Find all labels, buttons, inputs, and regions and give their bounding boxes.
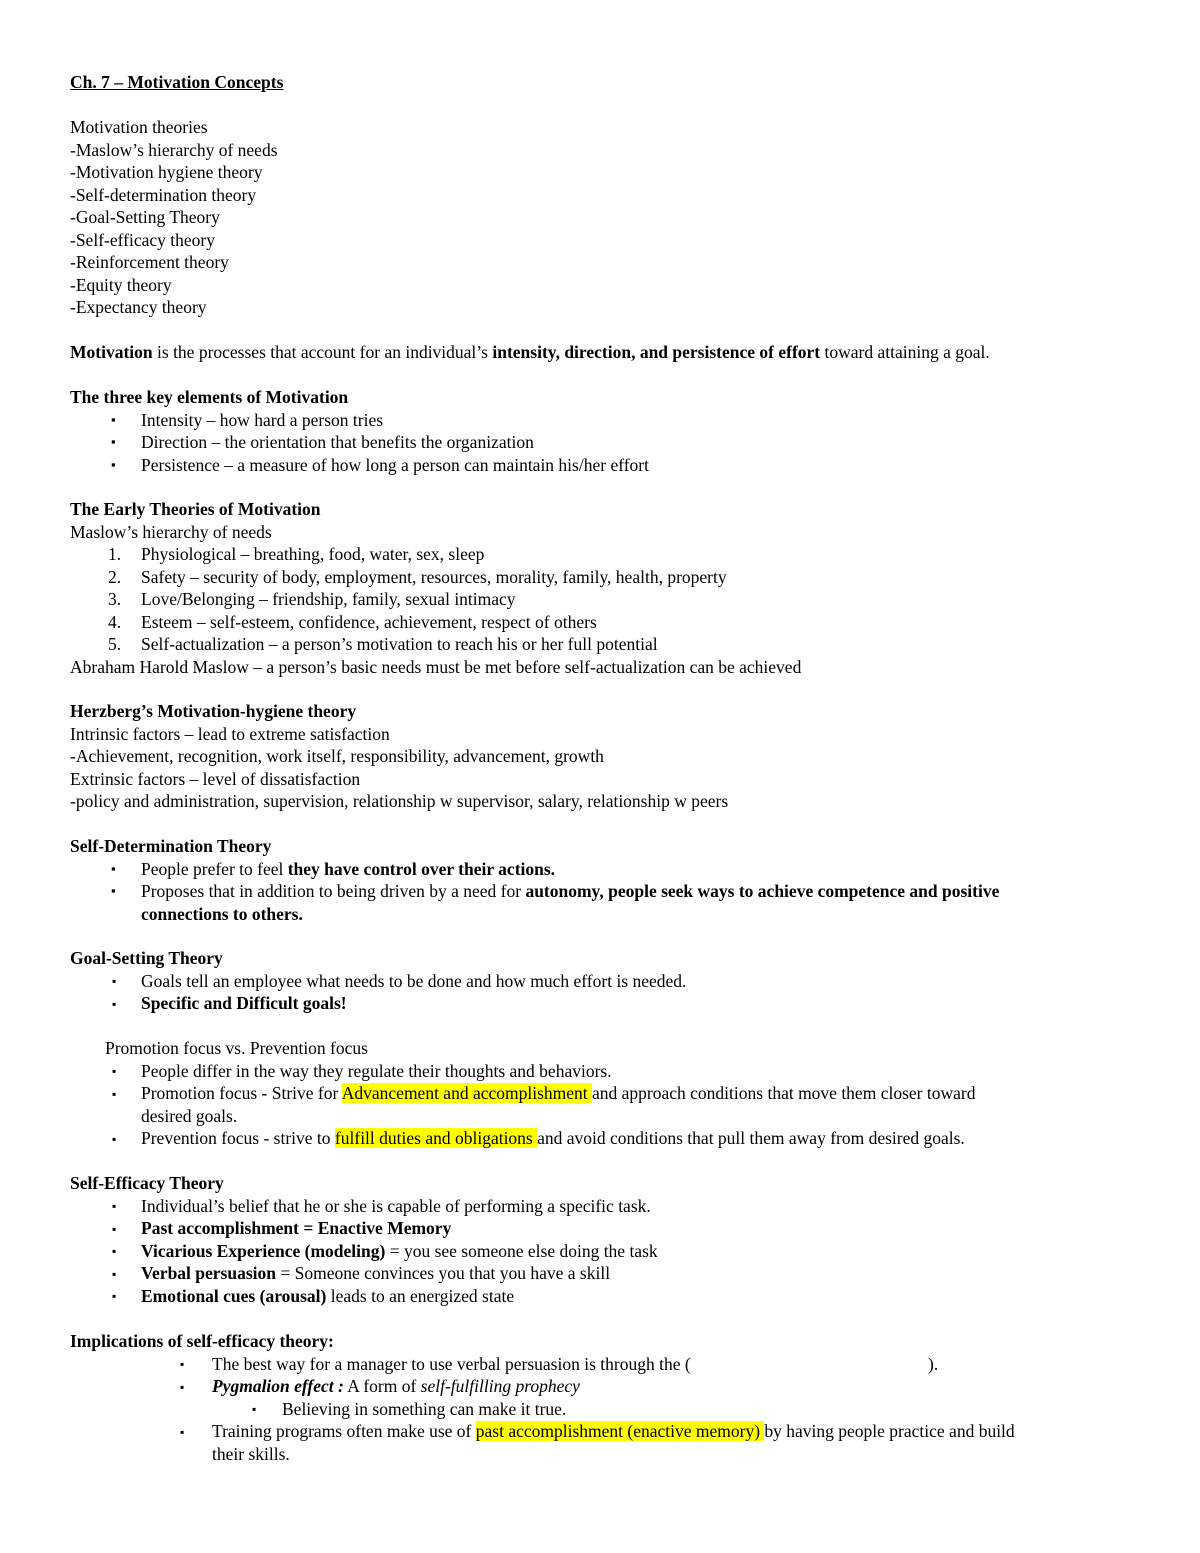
self-efficacy-item — [141, 1285, 514, 1308]
sdt-item-text: Proposes that in addition to being driven by a need for — [141, 881, 526, 901]
theory-item: -Reinforcement theory — [70, 252, 229, 272]
focus-item-text: Promotion focus - Strive for — [141, 1083, 342, 1103]
focus-item — [141, 1127, 965, 1150]
theory-item: -Expectancy theory — [70, 297, 207, 317]
maslow-item: Esteem – self-esteem, confidence, achievement, respect of others — [141, 611, 597, 632]
theories-heading: Motivation theories — [70, 117, 208, 137]
maslow-item: Safety – security of body, employment, resources, morality, family, health, property — [141, 566, 727, 587]
theory-item: -Equity theory — [70, 274, 172, 295]
self-efficacy-text: = Someone convinces you that you have a skill — [280, 1263, 611, 1283]
sdt-heading: Self-Determination Theory — [70, 836, 272, 856]
definition-text: is the processes that account for an individual’s — [152, 342, 493, 362]
implications-item: The best way for a manager to use verbal persuasion is through the ( — [212, 1353, 691, 1374]
self-efficacy-bold: Verbal persuasion — [141, 1263, 281, 1283]
sdt-item-text: People prefer to feel — [141, 858, 288, 879]
theory-item: -Goal-Setting Theory — [70, 207, 220, 227]
maslow-subheading: Maslow’s hierarchy of needs — [70, 521, 272, 542]
highlighted-text: past accomplishment (enactive memory) — [475, 1421, 765, 1441]
self-efficacy-item: Past accomplishment = Enactive Memory — [141, 1218, 452, 1238]
sdt-item — [141, 858, 555, 881]
bullet-icon: ▪ — [112, 1244, 117, 1258]
self-efficacy-text: leads to an energized state — [326, 1285, 515, 1306]
bullet-icon: ▪ — [112, 996, 117, 1011]
bullet-icon: ▪ — [112, 1086, 117, 1101]
goal-setting-heading: Goal-Setting Theory — [70, 948, 223, 968]
sdt-item-bold: they have control over their actions. — [287, 858, 556, 879]
self-efficacy-item — [141, 1262, 610, 1285]
focus-item-text: and approach conditions that move them closer toward — [592, 1083, 976, 1103]
self-efficacy-text: = you see someone else doing the task — [389, 1240, 658, 1261]
list-number: 1. — [108, 544, 122, 564]
square-bullet-icon: ▪ — [111, 456, 116, 472]
theory-item: -Self-determination theory — [70, 184, 257, 205]
implications-text: A form of — [343, 1376, 421, 1396]
goal-setting-item: Specific and Difficult goals! — [141, 993, 347, 1013]
focus-item — [141, 1082, 975, 1105]
focus-item-text: Prevention focus - strive to — [141, 1128, 335, 1148]
list-number: 2. — [108, 566, 122, 587]
bullet-icon: ▪ — [180, 1379, 185, 1394]
key-element-item: Intensity – how hard a person tries — [141, 409, 384, 430]
list-number: 3. — [108, 589, 122, 609]
bullet-icon: ▪ — [112, 974, 117, 988]
self-efficacy-item: Individual’s belief that he or she is capable of performing a specific task. — [141, 1195, 651, 1216]
herzberg-line: Extrinsic factors – level of dissatisfaction — [70, 768, 361, 789]
theory-item: -Maslow’s hierarchy of needs — [70, 139, 278, 160]
maslow-item: Self-actualization – a person’s motivation to reach his or her full potential — [141, 634, 658, 654]
theory-item: -Self-efficacy theory — [70, 229, 215, 250]
highlighted-text: fulfill duties and obligations — [334, 1128, 538, 1148]
pygmalion-term: Pygmalion effect : — [212, 1376, 344, 1396]
bullet-icon: ▪ — [112, 1131, 117, 1146]
herzberg-line: Intrinsic factors – lead to extreme satisfaction — [70, 723, 390, 744]
herzberg-heading: Herzberg’s Motivation-hygiene theory — [70, 701, 357, 721]
self-efficacy-bold: Emotional cues (arousal) — [141, 1285, 327, 1306]
key-element-item: Persistence – a measure of how long a person can maintain his/her effort — [141, 454, 649, 475]
maslow-item: Physiological – breathing, food, water, sex, sleep — [141, 544, 485, 564]
maslow-note: Abraham Harold Maslow – a person’s basic needs must be met before self-actualization can be achieved — [70, 656, 802, 677]
bullet-icon: ▪ — [112, 1221, 117, 1236]
early-theories-heading: The Early Theories of Motivation — [70, 499, 321, 519]
implications-text: by having people practice and build — [764, 1421, 1015, 1441]
bullet-icon: ▪ — [180, 1357, 185, 1371]
definition-text-end: toward attaining a goal. — [820, 342, 990, 362]
key-element-item: Direction – the orientation that benefits the organization — [141, 432, 534, 452]
self-efficacy-bold: Vicarious Experience (modeling) — [141, 1240, 390, 1261]
square-bullet-icon: ▪ — [111, 883, 116, 898]
list-number: 5. — [108, 634, 122, 654]
page-title: Ch. 7 – Motivation Concepts — [70, 72, 284, 92]
bullet-icon: ▪ — [112, 1199, 117, 1213]
implications-subitem: Believing in something can make it true. — [282, 1398, 567, 1419]
herzberg-line: -policy and administration, supervision, relationship w supervisor, salary, relationship w peers — [70, 791, 729, 811]
bullet-icon: ▪ — [112, 1289, 117, 1303]
focus-item: People differ in the way they regulate their thoughts and behaviors. — [141, 1060, 612, 1081]
self-efficacy-heading: Self-Efficacy Theory — [70, 1173, 224, 1193]
key-elements-heading: The three key elements of Motivation — [70, 387, 349, 407]
implications-italic: self-fulfilling prophecy — [420, 1376, 580, 1396]
implications-heading: Implications of self-efficacy theory: — [70, 1331, 334, 1351]
sdt-item — [141, 880, 999, 903]
goal-setting-item: Goals tell an employee what needs to be done and how much effort is needed. — [141, 970, 687, 991]
bullet-icon: ▪ — [180, 1424, 185, 1439]
definition-term: Motivation — [70, 342, 153, 362]
definition-bold: intensity, direction, and persistence of effort — [492, 342, 821, 362]
implications-item-continued: their skills. — [212, 1443, 290, 1464]
implications-item — [212, 1420, 1015, 1443]
sdt-item-bold: , people seek ways to achieve competence and positive — [599, 881, 1000, 901]
square-bullet-icon: ▪ — [111, 434, 116, 449]
sdt-item-continued: connections to others. — [141, 903, 303, 924]
maslow-item: Love/Belonging – friendship, family, sexual intimacy — [141, 589, 516, 609]
theory-item: -Motivation hygiene theory — [70, 162, 263, 182]
bullet-icon: ▪ — [112, 1266, 117, 1281]
square-bullet-icon: ▪ — [111, 860, 116, 876]
self-efficacy-item — [141, 1240, 658, 1263]
herzberg-line: -Achievement, recognition, work itself, responsibility, advancement, growth — [70, 746, 604, 766]
list-number: 4. — [108, 611, 122, 632]
implications-text: Training programs often make use of — [212, 1421, 476, 1441]
implications-item-close: ). — [928, 1353, 939, 1374]
square-bullet-icon: ▪ — [111, 411, 116, 427]
sdt-item-bold: autonomy — [525, 881, 600, 901]
highlighted-text: Advancement and accomplishment — [341, 1083, 593, 1103]
bullet-icon: ▪ — [252, 1402, 257, 1416]
motivation-definition — [70, 341, 990, 364]
bullet-icon: ▪ — [112, 1064, 117, 1078]
focus-item-continued: desired goals. — [141, 1105, 238, 1126]
focus-item-text: and avoid conditions that pull them away from desired goals. — [537, 1128, 965, 1148]
implications-item — [212, 1375, 580, 1398]
focus-heading: Promotion focus vs. Prevention focus — [105, 1038, 368, 1058]
